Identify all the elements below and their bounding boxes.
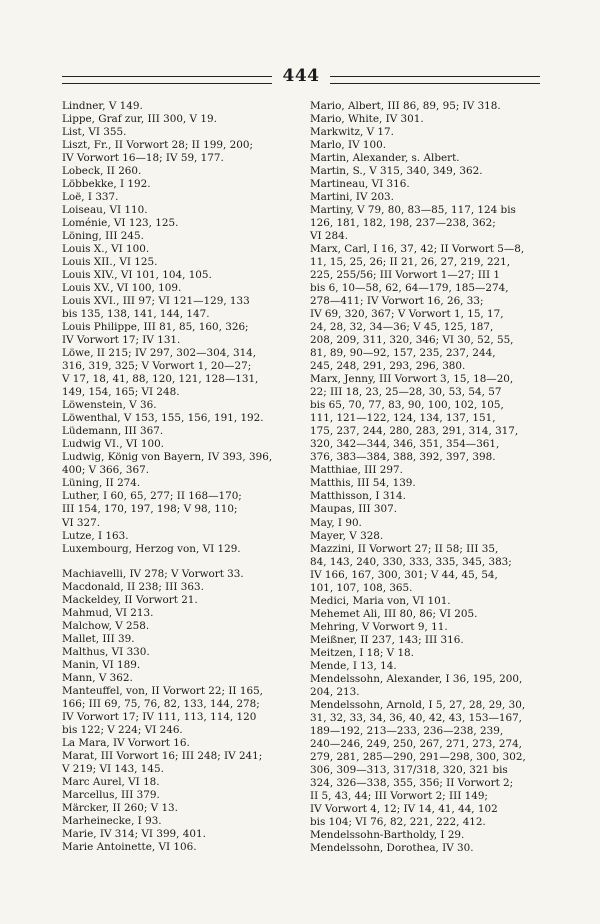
index-entry-line: Löwe, II 215; IV 297, 302—304, 314,	[62, 347, 257, 360]
index-entry-line: Marcellus, III 379.	[62, 788, 160, 801]
index-entry-line: bis 65, 70, 77, 83, 90, 100, 102, 105,	[310, 399, 504, 412]
index-entry	[62, 530, 294, 543]
index-entry	[62, 789, 294, 802]
index-entry	[62, 256, 294, 269]
index-entry	[310, 543, 542, 595]
index-entry	[62, 451, 294, 477]
index-entry	[62, 581, 294, 594]
index-entry-line: List, VI 355.	[62, 126, 127, 139]
index-entry	[62, 204, 294, 217]
index-entry-line: 126, 181, 182, 198, 237—238, 362;	[310, 217, 496, 230]
index-entry-line: 320, 342—344, 346, 351, 354—361,	[310, 438, 500, 451]
index-entry	[310, 842, 542, 855]
index-entry	[310, 699, 542, 829]
index-entry-line: Mendelssohn, Dorothea, IV 30.	[310, 841, 474, 854]
index-entry	[310, 464, 542, 477]
index-entry-line: Macdonald, II 238; III 363.	[62, 580, 204, 593]
index-entry	[310, 165, 542, 178]
index-entry	[62, 139, 294, 165]
index-entry-line: Loiseau, VI 110.	[62, 204, 148, 217]
index-entry-line: Mallet, III 39.	[62, 632, 135, 645]
index-entry-line: 81, 89, 90—92, 157, 235, 237, 244,	[310, 347, 496, 360]
index-entry-line: Malchow, V 258.	[62, 619, 150, 632]
index-entry-line: Ludwig, König von Bayern, IV 393, 396,	[62, 451, 273, 464]
index-entry-line: IV Vorwort 17; IV 131.	[62, 334, 181, 347]
index-entry-line: IV 69, 320, 367; V Vorwort 1, 15, 17,	[310, 308, 504, 321]
index-entry-line: II 5, 43, 44; III Vorwort 2; III 149;	[310, 789, 488, 802]
section-gap	[62, 556, 294, 568]
index-entry-line: Martini, IV 203.	[310, 191, 394, 204]
index-entry-line: Löwenthal, V 153, 155, 156, 191, 192.	[62, 412, 264, 425]
index-entry	[310, 829, 542, 842]
index-entry-line: Lüning, II 274.	[62, 477, 141, 490]
index-entry-line: Mendelssohn, Arnold, I 5, 27, 28, 29, 30,	[310, 698, 526, 711]
index-entry	[62, 191, 294, 204]
index-entry	[62, 568, 294, 581]
index-entry-line: 225, 255/56; III Vorwort 1—27; III 1	[310, 269, 501, 282]
index-entry-line: 204, 213.	[310, 685, 360, 698]
index-entry-line: Loménie, VI 123, 125.	[62, 217, 179, 230]
index-entry-line: Lobeck, II 260.	[62, 165, 142, 178]
index-entry	[62, 594, 294, 607]
index-entry	[62, 321, 294, 347]
index-entry-line: Luxembourg, Herzog von, VI 129.	[62, 542, 241, 555]
index-entry-line: 400; V 366, 367.	[62, 464, 150, 477]
index-entry-line: Lindner, V 149.	[62, 100, 143, 112]
index-entry	[62, 425, 294, 438]
index-entry-line: VI 327.	[62, 516, 101, 529]
index-entry-line: Luther, I 60, 65, 277; II 168—170;	[62, 490, 242, 503]
index-entry	[62, 477, 294, 490]
index-entry	[62, 347, 294, 399]
index-entry-line: Martineau, VI 316.	[310, 178, 410, 191]
index-entry	[310, 595, 542, 608]
index-entry-line: Mahmud, VI 213.	[62, 606, 154, 619]
index-entry-line: Lippe, Graf zur, III 300, V 19.	[62, 113, 217, 126]
index-entry-line: 166; III 69, 75, 76, 82, 133, 144, 278;	[62, 697, 260, 710]
index-entry-line: Louis XII., VI 125.	[62, 256, 158, 269]
index-entry-line: Mario, White, IV 301.	[310, 113, 424, 126]
index-entry	[310, 113, 542, 126]
index-entry-line: 111, 121—122, 124, 134, 137, 151,	[310, 412, 496, 425]
index-entry-line: 175, 237, 244, 280, 283, 291, 314, 317,	[310, 425, 519, 438]
index-entry	[310, 517, 542, 530]
index-entry	[310, 178, 542, 191]
index-entry	[62, 217, 294, 230]
index-entry-line: 240—246, 249, 250, 267, 271, 273, 274,	[310, 737, 522, 750]
index-entry-line: Marlo, IV 100.	[310, 139, 387, 152]
index-entry-line: bis 135, 138, 141, 144, 147.	[62, 308, 210, 321]
index-entry-line: Louis X., VI 100.	[62, 243, 150, 256]
index-entry	[62, 282, 294, 295]
index-entry	[310, 503, 542, 516]
index-entry	[62, 100, 294, 113]
index-entry	[310, 126, 542, 139]
index-entry	[62, 646, 294, 659]
index-entry-line: Löwenstein, V 36.	[62, 399, 157, 412]
index-entry	[62, 737, 294, 750]
index-entry-line: III 154, 170, 197, 198; V 98, 110;	[62, 503, 238, 516]
index-entry-line: 22; III 18, 23, 25—28, 30, 53, 54, 57	[310, 386, 502, 399]
index-entry-line: Matthiae, III 297.	[310, 464, 403, 477]
index-entry-line: bis 104; VI 76, 82, 221, 222, 412.	[310, 815, 486, 828]
index-entry	[62, 178, 294, 191]
index-entry	[62, 490, 294, 529]
index-entry-line: La Mara, IV Vorwort 16.	[62, 736, 190, 749]
index-entry-line: IV 166, 167, 300, 301; V 44, 45, 54,	[310, 568, 498, 581]
index-entry	[310, 530, 542, 543]
index-entry	[62, 243, 294, 256]
index-entry-line: Mehemet Ali, III 80, 86; VI 205.	[310, 607, 478, 620]
index-entry-line: Louis Philippe, III 81, 85, 160, 326;	[62, 321, 249, 334]
index-entry-line: Märcker, II 260; V 13.	[62, 801, 178, 814]
index-entry-line: IV Vorwort 16—18; IV 59, 177.	[62, 152, 224, 165]
index-entry-line: Marx, Carl, I 16, 37, 42; II Vorwort 5—8,	[310, 243, 525, 256]
index-entry	[310, 673, 542, 699]
index-entry-line: 324, 326—338, 355, 356; II Vorwort 2;	[310, 776, 514, 789]
index-entry	[62, 543, 294, 556]
index-entry-line: Marat, III Vorwort 16; III 248; IV 241;	[62, 749, 263, 762]
index-entry-line: Loë, I 337.	[62, 191, 119, 204]
header-rule-right	[330, 76, 540, 84]
index-entry-line: Machiavelli, IV 278; V Vorwort 33.	[62, 567, 244, 580]
index-entry-line: Mann, V 362.	[62, 671, 133, 684]
index-entry	[62, 165, 294, 178]
index-entry-line: 306, 309—313, 317/318, 320, 321 bis	[310, 763, 508, 776]
index-entry-line: 84, 143, 240, 330, 333, 335, 345, 383;	[310, 555, 512, 568]
index-entry-line: IV Vorwort 4, 12; IV 14, 41, 44, 102	[310, 802, 498, 815]
index-entry-line: bis 122; V 224; VI 246.	[62, 723, 183, 736]
index-column-left	[62, 100, 294, 854]
index-entry-line: V 17, 18, 41, 88, 120, 121, 128—131,	[62, 373, 259, 386]
index-entry	[62, 659, 294, 672]
index-entry-line: Marie Antoinette, VI 106.	[62, 840, 197, 853]
page-header	[62, 66, 540, 90]
index-entry	[62, 412, 294, 425]
index-entry	[62, 126, 294, 139]
index-entry-line: V 219; VI 143, 145.	[62, 762, 164, 775]
index-entry-line: Mendelssohn-Bartholdy, I 29.	[310, 828, 465, 841]
index-entry-line: Louis XVI., III 97; VI 121—129, 133	[62, 295, 250, 308]
index-entry	[62, 620, 294, 633]
index-entry-line: Mendelssohn, Alexander, I 36, 195, 200,	[310, 672, 523, 685]
index-entry	[62, 672, 294, 685]
index-entry-line: Maupas, III 307.	[310, 503, 398, 516]
index-entry-line: Liszt, Fr., II Vorwort 28; II 199, 200;	[62, 139, 253, 152]
index-entry-line: Mehring, V Vorwort 9, 11.	[310, 620, 448, 633]
index-entry	[310, 191, 542, 204]
index-entry-line: Mazzini, II Vorwort 27; II 58; III 35,	[310, 542, 499, 555]
index-entry-line: Meißner, II 237, 143; III 316.	[310, 633, 464, 646]
index-entry-line: Mackeldey, II Vorwort 21.	[62, 593, 198, 606]
index-entry	[62, 399, 294, 412]
index-entry	[62, 776, 294, 789]
index-entry	[62, 828, 294, 841]
index-entry-line: 245, 248, 291, 293, 296, 380.	[310, 360, 466, 373]
index-entry-line: Medici, Maria von, VI 101.	[310, 594, 451, 607]
index-entry-line: Matthis, III 54, 139.	[310, 477, 416, 490]
index-entry-line: Mayer, V 328.	[310, 529, 384, 542]
index-entry	[310, 139, 542, 152]
index-entry	[62, 295, 294, 321]
index-entry-line: 278—411; IV Vorwort 16, 26, 33;	[310, 295, 484, 308]
index-entry	[62, 685, 294, 737]
index-entry-line: Martin, S., V 315, 340, 349, 362.	[310, 165, 483, 178]
index-entry-line: May, I 90.	[310, 516, 362, 529]
index-entry-line: Martiny, V 79, 80, 83—85, 117, 124 bis	[310, 204, 516, 217]
index-entry	[62, 750, 294, 776]
index-entry-line: 11, 15, 25, 26; II 21, 26, 27, 219, 221,	[310, 256, 511, 269]
index-entry-line: Marx, Jenny, III Vorwort 3, 15, 18—20,	[310, 373, 514, 386]
index-entry	[310, 634, 542, 647]
index-entry-line: 101, 107, 108, 365.	[310, 581, 413, 594]
index-entry	[310, 621, 542, 634]
index-entry	[62, 230, 294, 243]
index-entry-line: Manteuffel, von, II Vorwort 22; II 165,	[62, 684, 263, 697]
index-entry-line: 149, 154, 165; VI 248.	[62, 386, 180, 399]
index-entry-line: Löbbekke, I 192.	[62, 178, 151, 191]
index-entry	[310, 243, 542, 373]
index-entry	[310, 152, 542, 165]
index-entry	[62, 633, 294, 646]
index-entry	[310, 660, 542, 673]
index-entry	[310, 490, 542, 503]
index-entry-line: Marheinecke, I 93.	[62, 814, 162, 827]
index-entry-line: Marie, IV 314; VI 399, 401.	[62, 827, 206, 840]
index-entry-line: VI 284.	[310, 230, 349, 243]
index-entry-line: 208, 209, 311, 320, 346; VI 30, 52, 55,	[310, 334, 514, 347]
index-entry	[310, 647, 542, 660]
index-entry-line: Löning, III 245.	[62, 230, 144, 243]
index-entry	[62, 269, 294, 282]
index-entry	[62, 113, 294, 126]
index-entry	[310, 477, 542, 490]
index-entry-line: Meitzen, I 18; V 18.	[310, 646, 414, 659]
index-entry-line: Marc Aurel, VI 18.	[62, 775, 160, 788]
index-entry	[62, 607, 294, 620]
index-entry-line: 31, 32, 33, 34, 36, 40, 42, 43, 153—167,	[310, 711, 522, 724]
index-entry	[310, 204, 542, 243]
index-entry-line: Markwitz, V 17.	[310, 126, 394, 139]
index-entry-line: Martin, Alexander, s. Albert.	[310, 152, 460, 165]
index-entry	[310, 100, 542, 113]
index-entry	[310, 608, 542, 621]
index-entry-line: Manin, VI 189.	[62, 658, 141, 671]
index-entry	[310, 373, 542, 464]
index-entry	[62, 841, 294, 854]
index-entry-line: 316, 319, 325; V Vorwort 1, 20—27;	[62, 360, 252, 373]
index-entry-line: Mario, Albert, III 86, 89, 95; IV 318.	[310, 100, 501, 112]
index-entry-line: Ludwig VI., VI 100.	[62, 438, 164, 451]
page-number: 444	[282, 66, 320, 86]
index-entry	[62, 802, 294, 815]
index-entry	[62, 815, 294, 828]
index-entry-line: Louis XV., VI 100, 109.	[62, 282, 182, 295]
index-entry-line: Louis XIV., VI 101, 104, 105.	[62, 269, 212, 282]
index-entry-line: 24, 28, 32, 34—36; V 45, 125, 187,	[310, 321, 494, 334]
index-entry-line: 279, 281, 285—290, 291—298, 300, 302,	[310, 750, 526, 763]
index-entry-line: bis 6, 10—58, 62, 64—179, 185—274,	[310, 282, 509, 295]
index-column-right	[310, 100, 542, 855]
index-entry-line: Lüdemann, III 367.	[62, 425, 164, 438]
index-entry-line: 189—192, 213—233, 236—238, 239,	[310, 724, 504, 737]
index-entry-line: IV Vorwort 17; IV 111, 113, 114, 120	[62, 710, 257, 723]
index-entry-line: Matthisson, I 314.	[310, 490, 406, 503]
index-entry	[62, 438, 294, 451]
index-entry-line: Malthus, VI 330.	[62, 645, 150, 658]
index-entry-line: Mende, I 13, 14.	[310, 659, 397, 672]
index-entry-line: Lutze, I 163.	[62, 529, 129, 542]
index-entry-line: 376, 383—384, 388, 392, 397, 398.	[310, 451, 496, 464]
